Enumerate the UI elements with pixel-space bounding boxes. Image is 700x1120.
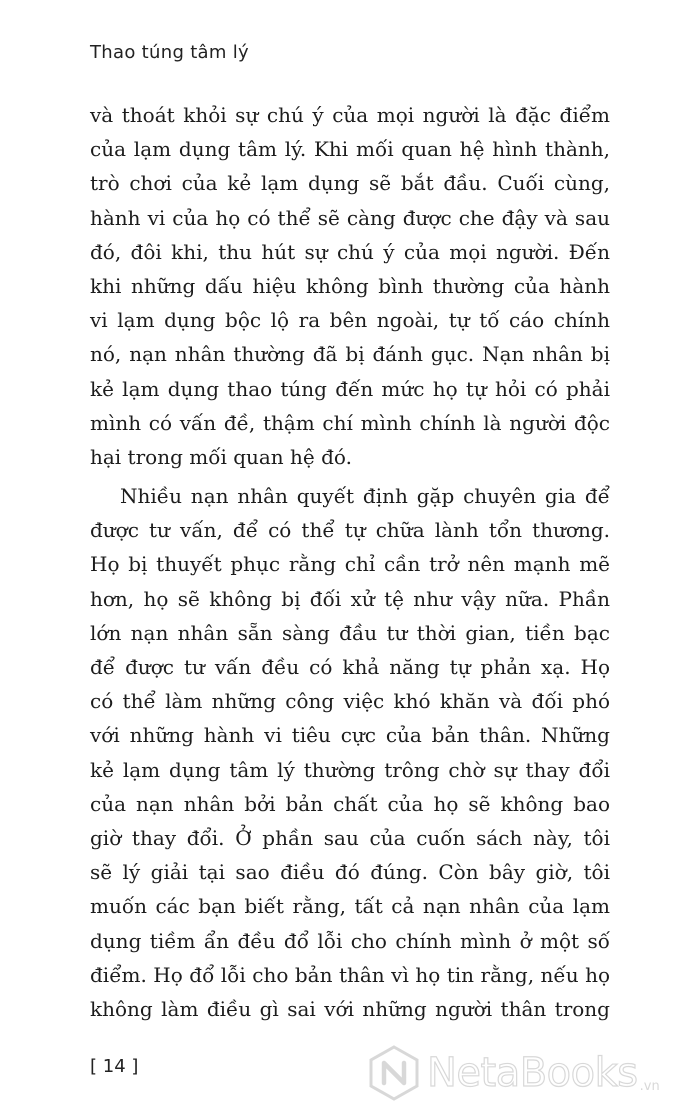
text-line: của nạn nhân bởi bản chất của họ sẽ không bao [90,791,610,816]
text-line: trò chơi của kẻ lạm dụng sẽ bắt đầu. Cuối cùng, [90,171,610,196]
text-line: kẻ lạm dụng thao túng đến mức họ tự hỏi có phải [90,376,610,401]
watermark-suffix: .vn [639,1079,660,1094]
text-line: không làm điều gì sai với những người thân trong [90,996,610,1021]
text-line: hành vi của họ có thể sẽ càng được che đậy và sau [90,205,610,230]
text-line: dụng tiềm ẩn đều đổ lỗi cho chính mình ở một số [90,928,610,953]
netabooks-n-logo-icon [365,1044,423,1102]
text-line: được tư vấn, để có thể tự chữa lành tổn thương. [90,518,610,543]
text-line: kẻ lạm dụng tâm lý thường trông chờ sự thay đổi [90,757,610,782]
text-line: khi những dấu hiệu không bình thường của hành [90,273,610,298]
text-line: vi lạm dụng bộc lộ ra bên ngoài, tự tố cáo chính [90,308,610,333]
text-line: lớn nạn nhân sẵn sàng đầu tư thời gian, tiền bạc [90,620,610,645]
text-line: hơn, họ sẽ không bị đối xử tệ như vậy nữa. Phần [90,586,610,611]
page-number: [ 14 ] [90,1056,139,1077]
text-line: hại trong mối quan hệ đó. [90,444,352,469]
watermark [365,1038,685,1108]
text-line: nó, nạn nhân thường đã bị đánh gục. Nạn nhân bị [90,342,610,367]
text-line: và thoát khỏi sự chú ý của mọi người là đặc điểm [90,103,610,127]
text-line: sẽ lý giải tại sao điều đó đúng. Còn bây giờ, tôi [90,860,610,885]
text-line: có thể làm những công việc khó khăn và đối phó [90,689,610,714]
text-line: Họ bị thuyết phục rằng chỉ cần trở nên mạnh mẽ [90,552,610,577]
paragraph-2 [90,479,610,1026]
text-line: để được tư vấn đều có khả năng tự phản xạ. Họ [90,655,610,679]
text-line: Nhiều nạn nhân quyết định gặp chuyên gia để [120,484,610,509]
text-line: của lạm dụng tâm lý. Khi mối quan hệ hình thành, [90,137,610,162]
text-line: mình có vấn đề, thậm chí mình chính là người độc [90,410,610,435]
body-text [90,98,610,1026]
text-line: muốn các bạn biết rằng, tất cả nạn nhân của lạm [90,894,610,919]
text-line: giờ thay đổi. Ở phần sau của cuốn sách này, tôi [90,825,610,850]
text-line: điểm. Họ đổ lỗi cho bản thân vì họ tin rằng, nếu họ [90,962,610,987]
running-header: Thao túng tâm lý [90,42,249,63]
watermark-brand: NetaBooks [427,1050,638,1096]
text-line: với những hành vi tiêu cực của bản thân. Những [90,723,610,748]
text-line: đó, đôi khi, thu hút sự chú ý của mọi người. Đến [90,239,610,264]
paragraph-1 [90,98,610,474]
